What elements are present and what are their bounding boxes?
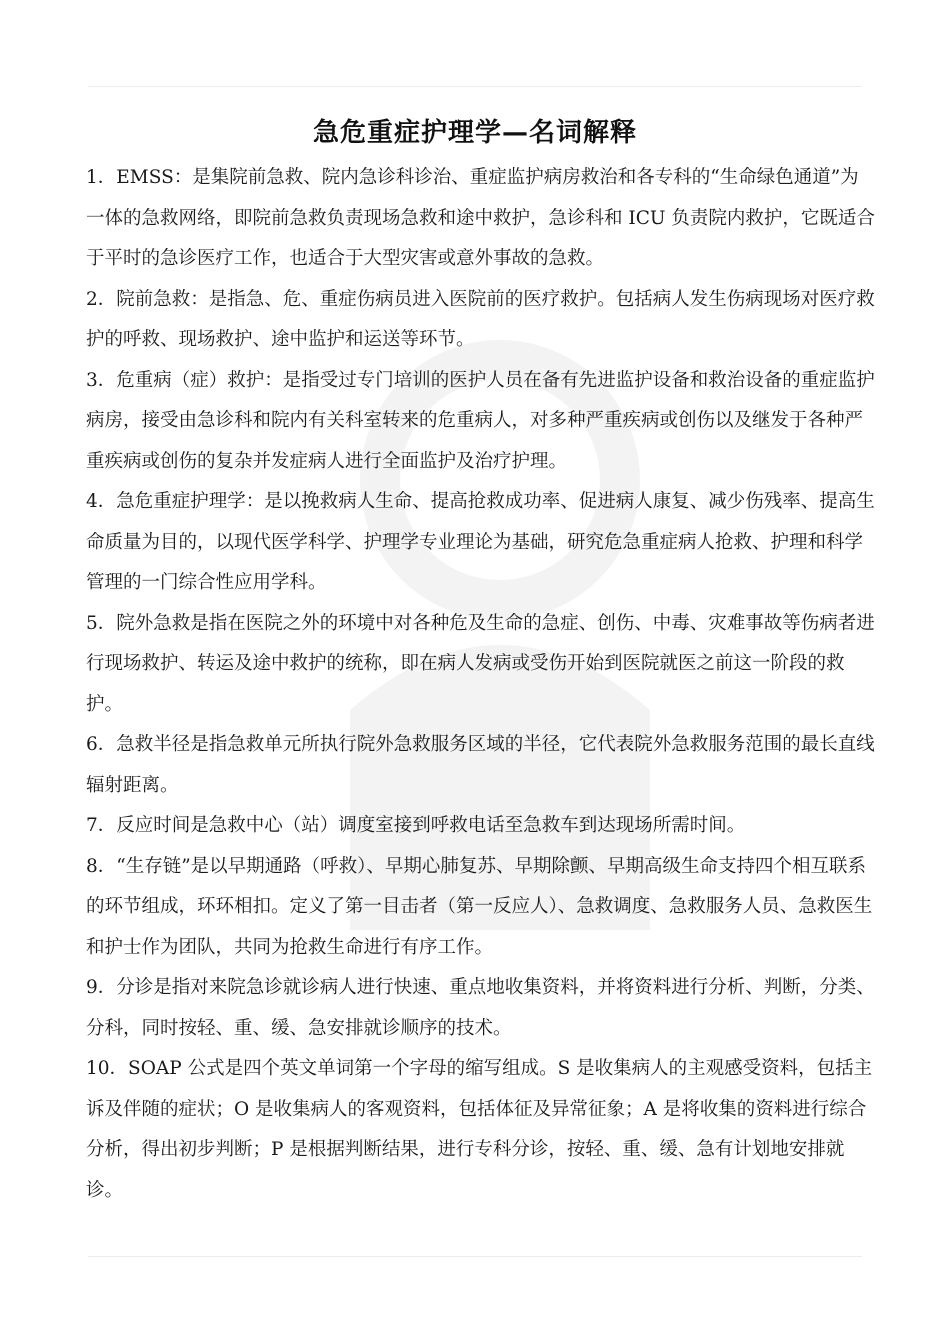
top-divider: [88, 86, 862, 87]
definition-entry: 2．院前急救：是指急、危、重症伤病员进入医院前的医疗救护。包括病人发生伤病现场对医疗救护的呼救、现场救护、途中监护和运送等环节。: [86, 288, 875, 350]
bottom-divider: [88, 1256, 862, 1257]
definition-entry: 7．反应时间是急救中心（站）调度室接到呼救电话至急救车到达现场所需时间。: [86, 815, 746, 836]
definition-entry: 1．EMSS：是集院前急救、院内急诊科诊治、重症监护病房救治和各专科的“生命绿色通道”为一体的急救网络，即院前急救负责现场急救和途中救护，急诊科和 ICU 负责院内救护，它既适合于平时的急诊医疗工作，也适合于大型灾害或意外事故的急救。: [86, 167, 875, 269]
definition-entry: 3．危重病（症）救护：是指受过专门培训的医护人员在备有先进监护设备和救治设备的重症监护病房，接受由急诊科和院内有关科室转来的危重病人，对多种严重疾病或创伤以及继发于各种严重疾病或创伤的复杂并发症病人进行全面监护及治疗护理。: [86, 369, 875, 472]
definition-list: [86, 158, 876, 1211]
definition-entry: 4．急危重症护理学：是以挽救病人生命、提高抢救成功率、促进病人康复、减少伤残率、提高生命质量为目的，以现代医学科学、护理学专业理论为基础，研究危急重症病人抢救、护理和科学管理的一门综合性应用学科。: [86, 491, 875, 593]
definition-entry: 9．分诊是指对来院急诊就诊病人进行快速、重点地收集资料，并将资料进行分析、判断，分类、分科，同时按轻、重、缓、急安排就诊顺序的技术。: [86, 977, 875, 1039]
definition-entry: 8．“生存链”是以早期通路（呼救）、早期心肺复苏、早期除颤、早期高级生命支持四个相互联系的环节组成，环环相扣。定义了第一目击者（第一反应人）、急救调度、急救服务人员、急救医生和护士作为团队，共同为抢救生命进行有序工作。: [86, 855, 873, 958]
page-title: 急危重症护理学—名词解释: [312, 118, 637, 148]
definition-entry: 6．急救半径是指急救单元所执行院外急救服务区域的半径，它代表院外急救服务范围的最长直线辐射距离。: [86, 734, 875, 796]
definition-entry: 5．院外急救是指在医院之外的环境中对各种危及生命的急症、创伤、中毒、灾难事故等伤病者进行现场救护、转运及途中救护的统称，即在病人发病或受伤开始到医院就医之前这一阶段的救护。: [86, 612, 875, 715]
definition-entry: 10．SOAP 公式是四个英文单词第一个字母的缩写组成。S 是收集病人的主观感受资料，包括主诉及伴随的症状；O 是收集病人的客观资料，包括体征及异常征象；A 是将收集的资料进行综合分析，得出初步判断；P 是根据判断结果，进行专科分诊，按轻、重、缓、急有计划地安排就诊。: [86, 1058, 873, 1201]
